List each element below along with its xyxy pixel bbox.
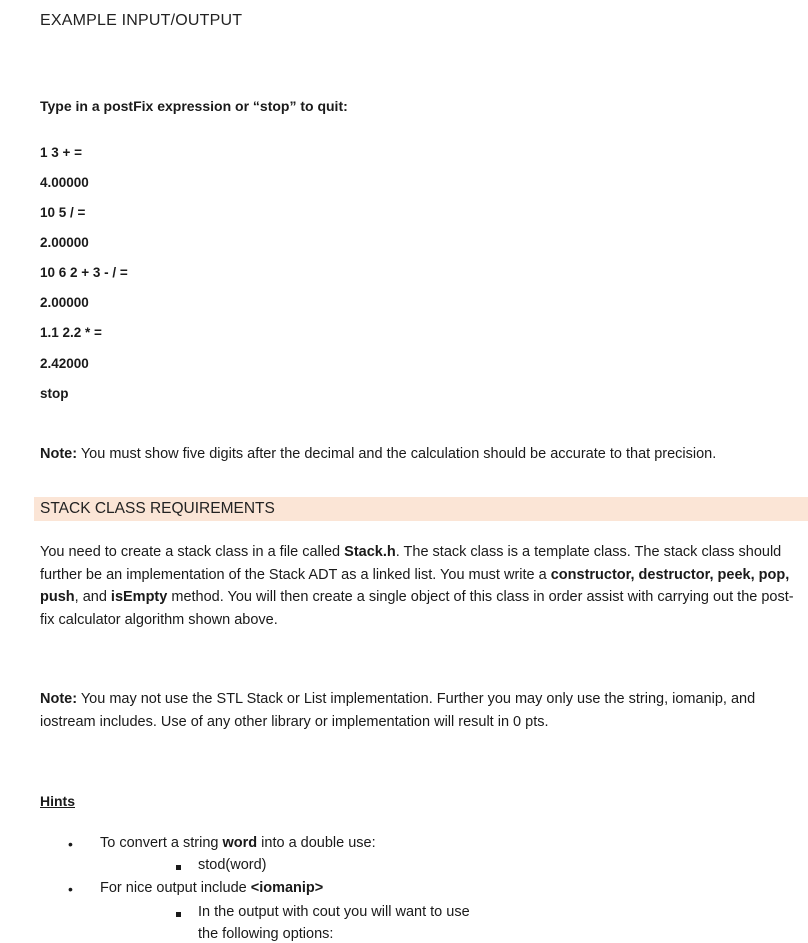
isempty-method: isEmpty [110,589,168,605]
stack-section-title: STACK CLASS REQUIREMENTS [40,500,275,517]
io-line: 4.00000 [40,175,89,190]
io-line: 2.00000 [40,235,89,250]
library-note [40,688,800,733]
stack-section-banner [34,497,808,521]
note-label: Note: [40,446,78,462]
required-methods: constructor, destructor, peek, pop, push [40,566,790,605]
hints-title: Hints [40,793,75,809]
square-bullet-icon [176,912,181,917]
hint-item-iomanip: For nice output include <iomanip> [100,880,324,896]
bullet-icon: • [68,881,73,897]
hint-sub-cout: In the output with cout you will want to use [198,904,470,920]
io-line: 1 3 + = [40,145,83,160]
hint-sub-stod: stod(word) [198,857,267,873]
square-bullet-icon [176,865,181,870]
io-line: 2.42000 [40,356,89,371]
example-section-title: EXAMPLE INPUT/OUTPUT [40,12,243,29]
precision-note [40,446,716,462]
io-line: 10 6 2 + 3 - / = [40,265,128,280]
io-line: stop [40,386,69,401]
stack-h-filename: Stack.h [344,544,396,560]
note-text: You must show five digits after the decimal and the calculation should be accurate to that precision. [77,446,717,462]
stack-requirements-paragraph: You need to create a stack class in a file called Stack.h. The stack class is a template class. The stack class should further be an implementation of the Stack ADT as a linked list. You must write a constructor, destructor, peek, pop, push, and isEmpty method. You will then create a single object of this class in order assist with carrying out the post-fix calculator algorithm shown above. [40,544,794,628]
hint-item-convert: To convert a string word into a double use: [100,835,376,851]
bullet-icon: • [68,836,73,852]
note-text: You may not use the STL Stack or List implementation. Further you may only use the string, iomanip, and iostream includes. Use of any other library or implementation will result in 0 pts. [40,691,756,730]
io-line: 2.00000 [40,295,89,310]
io-line: 1.1 2.2 * = [40,325,102,340]
note-label: Note: [40,691,78,707]
hint-sub-options: the following options: [198,926,334,942]
io-line: 10 5 / = [40,205,86,220]
postfix-prompt: Type in a postFix expression or “stop” to quit: [40,98,348,114]
